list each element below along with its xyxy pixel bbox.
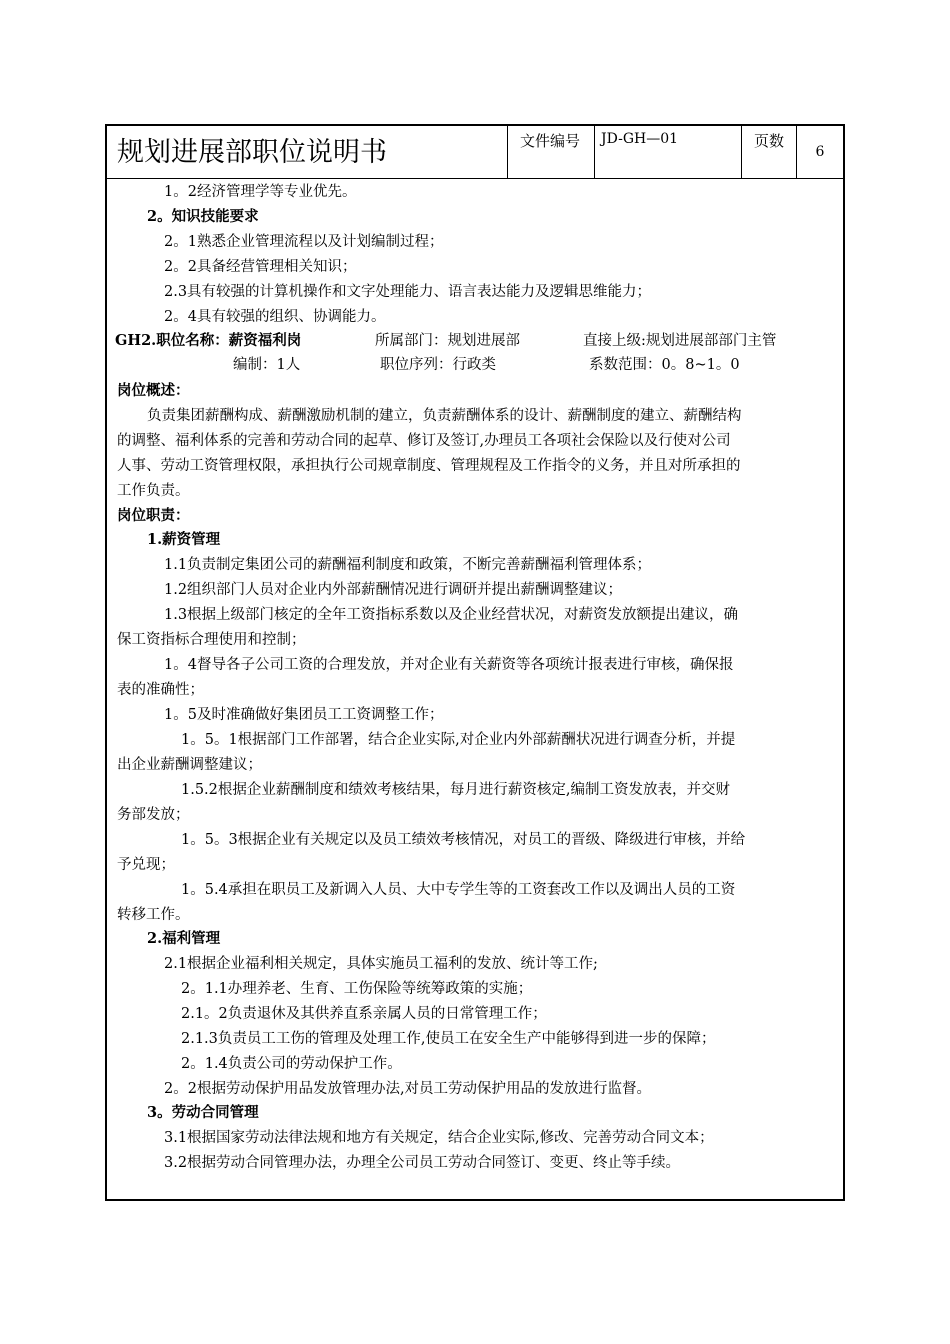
duty-line: 2。2根据劳动保护用品发放管理办法,对员工劳动保护用品的发放进行监督。: [164, 1081, 652, 1097]
duty-line: 1。5。3根据企业有关规定以及员工绩效考核情况，对员工的晋级、降级进行审核，并给: [181, 832, 746, 848]
file-number-label: 文件编号: [508, 126, 595, 179]
duty-line: 出企业薪酬调整建议；: [117, 757, 262, 773]
duty-line: 1。5及时准确做好集团员工工资调整工作；: [164, 707, 444, 723]
position-coef: 系数范围：0。8~1。0: [589, 357, 740, 373]
overview-line: 负责集团薪酬构成、薪酬激励机制的建立，负责薪酬体系的设计、薪酬制度的建立、薪酬结构: [147, 408, 742, 424]
duty-line: 1.5.2根据企业薪酬制度和绩效考核结果，每月进行薪资核定,编制工资发放表，并交财: [181, 782, 731, 798]
position-staff: 编制：1人: [233, 357, 301, 373]
duty-section: 2.福利管理: [147, 930, 221, 947]
position-series: 职位序列：行政类: [380, 357, 496, 373]
text-line: 2。4具有较强的组织、协调能力。: [164, 309, 386, 325]
duty-line: 2.1根据企业福利相关规定，具体实施员工福利的发放、统计等工作;: [164, 956, 598, 972]
duty-line: 2.1。2负责退休及其供养直系亲属人员的日常管理工作；: [181, 1006, 547, 1022]
duty-line: 3.1根据国家劳动法律法规和地方有关规定，结合企业实际,修改、完善劳动合同文本；: [164, 1130, 714, 1146]
document-title: 规划进展部职位说明书: [107, 126, 508, 179]
position-superior: 直接上级:规划进展部部门主管: [583, 333, 777, 349]
duty-line: 保工资指标合理使用和控制；: [117, 632, 306, 648]
duty-line: 1.2组织部门人员对企业内外部薪酬情况进行调研并提出薪酬调整建议；: [164, 582, 623, 598]
duty-section: 3。劳动合同管理: [147, 1104, 259, 1121]
text-line: 2.3具有较强的计算机操作和文字处理能力、语言表达能力及逻辑思维能力；: [164, 284, 652, 300]
duty-line: 1.1负责制定集团公司的薪酬福利制度和政策，不断完善薪酬福利管理体系；: [164, 557, 652, 573]
duty-line: 1。5。1根据部门工作部署，结合企业实际,对企业内外部薪酬状况进行调查分析，并提: [181, 732, 736, 748]
overview-line: 的调整、福利体系的完善和劳动合同的起草、修订及签订,办理员工各项社会保险以及行使对公司: [117, 433, 731, 449]
text-line: 2。1熟悉企业管理流程以及计划编制过程；: [164, 234, 444, 250]
duty-section: 1.薪资管理: [147, 531, 221, 548]
overview-heading: 岗位概述：: [117, 382, 190, 399]
text-line: 2。2具备经营管理相关知识；: [164, 259, 357, 275]
duty-line: 3.2根据劳动合同管理办法，办理全公司员工劳动合同签订、变更、终止等手续。: [164, 1155, 681, 1171]
overview-line: 工作负责。: [117, 483, 190, 499]
file-number-value: JD-GH—01: [595, 126, 742, 179]
text-line: 1。2经济管理学等专业优先。: [164, 184, 357, 200]
duty-line: 1。5.4承担在职员工及新调入人员、大中专学生等的工资套改工作以及调出人员的工资: [181, 882, 736, 898]
duty-line: 表的准确性；: [117, 682, 204, 698]
duty-line: 2。1.1办理养老、生育、工伤保险等统筹政策的实施；: [181, 981, 533, 997]
duty-line: 转移工作。: [117, 907, 190, 923]
duty-line: 予兑现；: [117, 857, 175, 873]
overview-line: 人事、劳动工资管理权限，承担执行公司规章制度、管理规程及工作指令的义务，并且对所承担的: [117, 458, 741, 474]
document-frame: [105, 124, 845, 1201]
section-heading: 2。知识技能要求: [147, 208, 259, 225]
position-name: GH2.职位名称：薪资福利岗: [115, 332, 302, 349]
page-count-value: 6: [797, 126, 843, 179]
page-count-label: 页数: [742, 126, 797, 179]
duty-line: 2.1.3负责员工工伤的管理及处理工作,使员工在安全生产中能够得到进一步的保障；: [181, 1031, 716, 1047]
duty-line: 2。1.4负责公司的劳动保护工作。: [181, 1056, 402, 1072]
duty-line: 务部发放；: [117, 807, 190, 823]
position-dept: 所属部门：规划进展部: [375, 333, 520, 349]
duty-line: 1。4督导各子公司工资的合理发放，并对企业有关薪资等各项统计报表进行审核，确保报: [164, 657, 734, 673]
duty-line: 1.3根据上级部门核定的全年工资指标系数以及企业经营状况，对薪资发放额提出建议，确: [164, 607, 739, 623]
duty-heading: 岗位职责：: [117, 507, 190, 524]
